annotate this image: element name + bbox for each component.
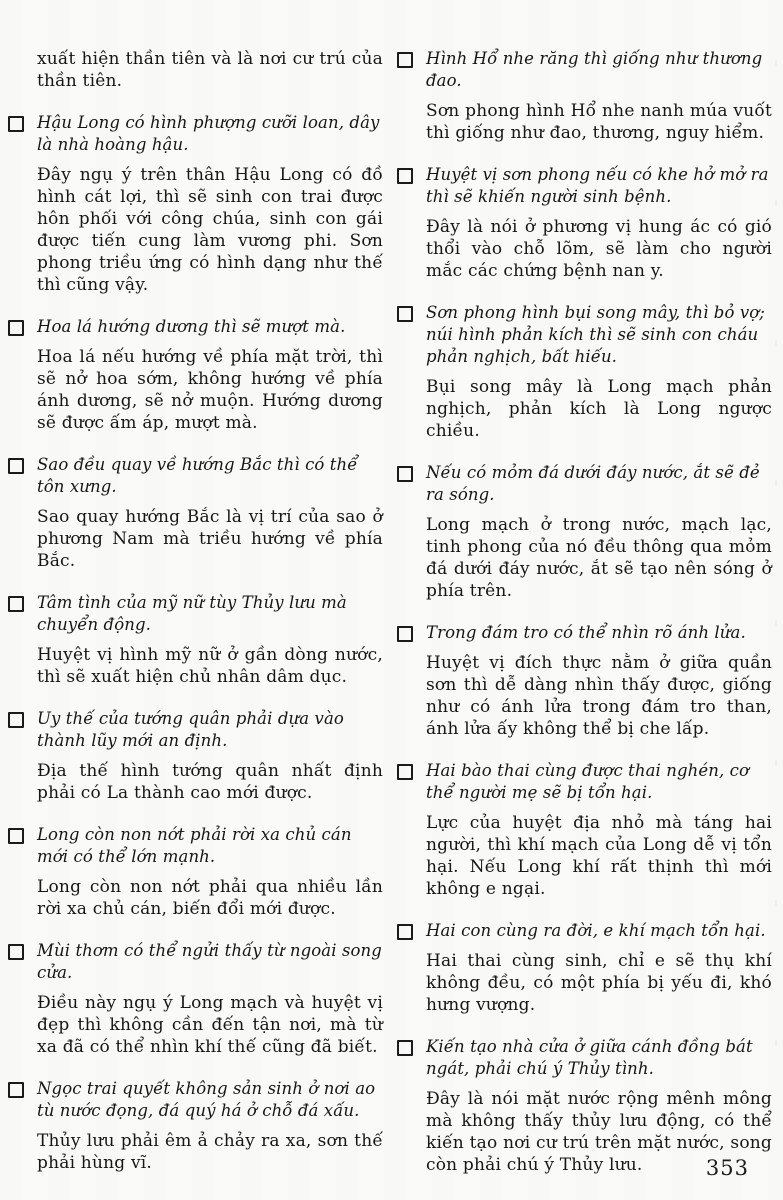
item-content: [37, 112, 383, 296]
item-heading: Sơn phong hình bụi song mây, thì bỏ vợ; núi hình phản kích thì sẽ sinh con cháu phản nghịch, bất hiếu.: [426, 303, 765, 366]
checkbox-bullet-icon: [8, 828, 24, 844]
checkbox-bullet-icon: [8, 320, 24, 336]
item-body-paragraph: Đây là nói mặt nước rộng mênh mông mà không thấy thủy lưu động, có thể kiến tạo nơi cư trú trên mặt nước, song còn phải chú ý Thủy lưu.: [426, 1089, 772, 1175]
item-body-paragraph: Lực của huyệt địa nhỏ mà táng hai người, thì khí mạch của Long dễ vị tổn hại. Nếu Long khí rất thịnh thì mới không e ngại.: [426, 813, 772, 899]
item-heading: Hình Hổ nhe răng thì giống như thương đao.: [426, 49, 763, 90]
left-column: [8, 48, 383, 1196]
checkbox-bullet-icon: [397, 1040, 413, 1056]
item-body-paragraph: Đây là nói ở phương vị hung ác có gió thổi vào chỗ lõm, sẽ làm cho người mắc các chứng bệnh nan y.: [426, 217, 772, 281]
item-content: [37, 454, 383, 572]
item-body-paragraph: Long mạch ở trong nước, mạch lạc, tinh phong của nó đều thông qua mỏm đá dưới đáy nước, ắt sẽ tạo nên sóng ở phía trên.: [426, 515, 772, 601]
item-body-paragraph: Hai thai cùng sinh, chỉ e sẽ thụ khí không đều, có một phía bị yếu đi, khó hưng vượng.: [426, 951, 772, 1015]
checkbox-bullet-icon: [8, 944, 24, 960]
checkbox-bullet-icon: [397, 764, 413, 780]
item-content: [37, 592, 383, 688]
list-item: [397, 462, 772, 602]
checkbox-bullet-icon: [397, 466, 413, 482]
item-heading: Hai con cùng ra đời, e khí mạch tổn hại.: [426, 921, 766, 940]
right-column: [397, 48, 772, 1196]
item-content: [426, 920, 772, 1016]
list-item: [397, 920, 772, 1016]
checkbox-bullet-icon: [397, 924, 413, 940]
list-item: [8, 48, 383, 92]
list-item: [8, 316, 383, 434]
list-item: [8, 454, 383, 572]
item-content: [426, 302, 772, 442]
item-body-paragraph: Bụi song mây là Long mạch phản nghịch, phản kích là Long ngược chiều.: [426, 377, 772, 441]
item-body-paragraph: Điều này ngụ ý Long mạch và huyệt vị đẹp thì không cần đến tận nơi, mà từ xa đã có thể nhìn khí thế cũng đã biết.: [37, 993, 383, 1057]
item-content: [37, 940, 383, 1058]
item-heading: Tâm tình của mỹ nữ tùy Thủy lưu mà chuyển động.: [37, 593, 347, 634]
item-content: [37, 1078, 383, 1174]
item-body-paragraph: Địa thế hình tướng quân nhất định phải có La thành cao mới được.: [37, 761, 383, 803]
checkbox-bullet-icon: [8, 458, 24, 474]
scan-artifact-edge: [775, 60, 777, 1140]
item-content: [426, 462, 772, 602]
item-heading: Huyệt vị sơn phong nếu có khe hở mở ra thì sẽ khiến người sinh bệnh.: [426, 165, 769, 206]
item-body-paragraph: xuất hiện thần tiên và là nơi cư trú của thần tiên.: [37, 49, 383, 91]
page-number: 353: [705, 1156, 749, 1180]
list-item: [8, 592, 383, 688]
list-item: [8, 1078, 383, 1174]
item-content: [426, 48, 772, 144]
item-heading: Long còn non nớt phải rời xa chủ cán mới có thể lớn mạnh.: [37, 825, 352, 866]
checkbox-bullet-icon: [8, 596, 24, 612]
item-heading: Hai bào thai cùng được thai nghén, cơ thể người mẹ sẽ bị tổn hại.: [426, 761, 750, 802]
list-item: [397, 164, 772, 282]
checkbox-bullet-icon: [397, 626, 413, 642]
list-item: [8, 708, 383, 804]
item-heading: Nếu có mỏm đá dưới đáy nước, ắt sẽ đẻ ra sóng.: [426, 463, 760, 504]
item-heading: Uy thế của tướng quân phải dựa vào thành lũy mới an định.: [37, 709, 344, 750]
item-heading: Hoa lá hướng dương thì sẽ mượt mà.: [37, 317, 346, 336]
item-body-paragraph: Huyệt vị đích thực nằm ở giữa quần sơn thì dễ dàng nhìn thấy được, giống như có ánh lửa trong đám tro than, ánh lửa ấy không thể bị che lấp.: [426, 653, 772, 739]
item-content: [426, 164, 772, 282]
checkbox-bullet-icon: [8, 116, 24, 132]
item-body-paragraph: Sao quay hướng Bắc là vị trí của sao ở phương Nam mà triều hướng về phía Bắc.: [37, 507, 383, 571]
list-item: [397, 48, 772, 144]
item-heading: Kiến tạo nhà cửa ở giữa cánh đồng bát ngát, phải chú ý Thủy tình.: [426, 1037, 753, 1078]
checkbox-bullet-icon: [397, 52, 413, 68]
item-content: [426, 622, 772, 740]
item-body-paragraph: Sơn phong hình Hổ nhe nanh múa vuốt thì giống như đao, thương, nguy hiểm.: [426, 101, 772, 143]
item-content: [37, 824, 383, 920]
item-heading: Sao đều quay về hướng Bắc thì có thể tôn xưng.: [37, 455, 358, 496]
item-body-paragraph: Thủy lưu phải êm ả chảy ra xa, sơn thế phải hùng vĩ.: [37, 1131, 383, 1173]
item-heading: Ngọc trai quyết không sản sinh ở nơi ao tù nước đọng, đá quý há ở chỗ đá xấu.: [37, 1079, 376, 1120]
item-heading: Mùi thơm có thể ngửi thấy từ ngoài song cửa.: [37, 941, 382, 982]
list-item: [8, 940, 383, 1058]
checkbox-bullet-icon: [8, 1082, 24, 1098]
checkbox-bullet-icon: [8, 712, 24, 728]
list-item: [397, 760, 772, 900]
item-content: [37, 708, 383, 804]
checkbox-bullet-icon: [397, 306, 413, 322]
list-item: [8, 824, 383, 920]
item-content: [426, 760, 772, 900]
item-heading: Trong đám tro có thể nhìn rõ ánh lửa.: [426, 623, 746, 642]
list-item: [397, 1036, 772, 1176]
item-body-paragraph: Huyệt vị hình mỹ nữ ở gần dòng nước, thì sẽ xuất hiện chủ nhân dâm dục.: [37, 645, 383, 687]
list-item: [8, 112, 383, 296]
item-body-paragraph: Đây ngụ ý trên thân Hậu Long có đồ hình cát lợi, thì sẽ sinh con trai được hôn phối với công chúa, sinh con gái được tiến cung làm vương phi. Sơn phong triều ứng có hình dạng như thế thì cũng vậy.: [37, 165, 383, 295]
checkbox-bullet-icon: [397, 168, 413, 184]
item-body-paragraph: Long còn non nớt phải qua nhiều lần rời xa chủ cán, biến đổi mới được.: [37, 877, 383, 919]
list-item: [397, 622, 772, 740]
list-item: [397, 302, 772, 442]
item-heading: Hậu Long có hình phượng cưỡi loan, dây là nhà hoàng hậu.: [37, 113, 380, 154]
item-content: [426, 1036, 772, 1176]
item-content: [37, 316, 383, 434]
item-content: [37, 48, 383, 92]
item-body-paragraph: Hoa lá nếu hướng về phía mặt trời, thì sẽ nở hoa sớm, không hướng về phía ánh dương, sẽ nở muộn. Hướng dương sẽ được ấm áp, mượt mà.: [37, 347, 383, 433]
